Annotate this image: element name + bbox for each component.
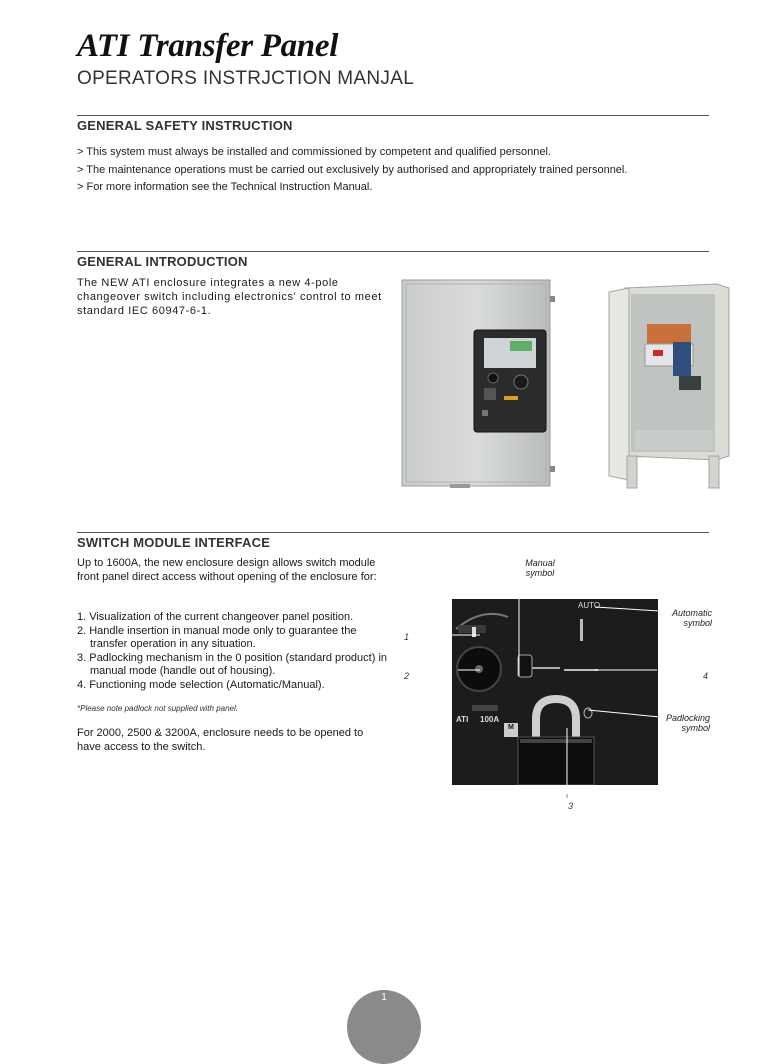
switch-module-intro: Up to 1600A, the new enclosure design allows switch module front panel direct access without opening of the enclosure for: <box>77 557 377 583</box>
divider <box>77 532 709 533</box>
callout-number-3: 3 <box>568 801 574 811</box>
introduction-heading: GENERAL INTRODUCTION <box>77 254 248 269</box>
mode-label: M <box>508 724 514 731</box>
introduction-text: The NEW ATI enclosure integrates a new 4-pole changeover switch including electronics' control to meet standard IEC 60947-6-1. <box>77 277 382 317</box>
list-item: 1. Visualization of the current changeover panel position. <box>77 611 354 623</box>
callout-lines <box>400 580 700 810</box>
page-subtitle: OPERATORS INSTRJCTION MANJAL <box>77 68 415 89</box>
model-label: ATI <box>456 715 469 724</box>
list-item: 2. Handle insertion in manual mode only to guarantee the transfer operation in any situation. <box>77 624 357 650</box>
switch-module-list <box>77 611 389 692</box>
padlock-note: *Please note padlock not supplied with panel. <box>77 704 238 713</box>
closed-enclosure-image <box>400 278 560 490</box>
manual-symbol-callout: Manual symbol <box>525 558 555 578</box>
list-item: > For more information see the Technical Instruction Manual. <box>77 181 373 193</box>
page-title: ATI Transfer Panel <box>77 28 339 64</box>
callout-number-4: 4 <box>703 671 709 681</box>
rating-label: 100A <box>480 715 500 724</box>
safety-heading: GENERAL SAFETY INSTRUCTION <box>77 118 293 133</box>
auto-label: AUTO <box>578 601 601 610</box>
automatic-symbol-callout: Automatic symbol <box>671 608 712 628</box>
open-enclosure-image <box>605 280 735 490</box>
list-item: > The maintenance operations must be carried out exclusively by authorised and appropriately trained personnel. <box>77 163 628 176</box>
list-item: 4. Functioning mode selection (Automatic/Manual). <box>77 678 325 691</box>
padlocking-symbol-callout: Padlocking symbol <box>665 713 710 733</box>
divider <box>77 251 709 252</box>
callout-number-2: 2 <box>404 671 410 681</box>
divider <box>77 115 709 116</box>
callout-number-1: 1 <box>404 632 410 642</box>
switch-module-heading: SWITCH MODULE INTERFACE <box>77 535 271 550</box>
list-item: 3. Padlocking mechanism in the 0 position (standard product) in manual mode (handle out of housing). <box>77 651 388 677</box>
safety-list <box>77 144 727 197</box>
list-item: > This system must always be installed and commissioned by competent and qualified personnel. <box>77 146 551 158</box>
page-number: 1 <box>381 992 387 1003</box>
large-rating-text: For 2000, 2500 & 3200A, enclosure needs to be opened to have access to the switch. <box>77 727 364 753</box>
